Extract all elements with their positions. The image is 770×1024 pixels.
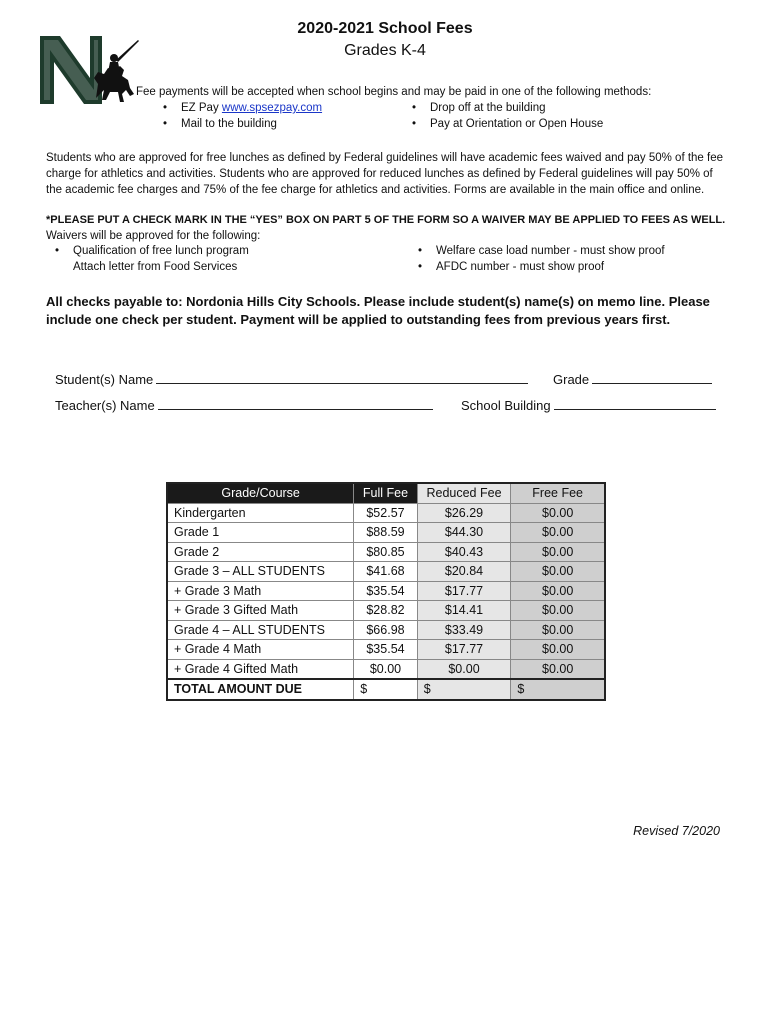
teacher-name-label: Teacher(s) Name [55,398,155,413]
total-row [167,679,605,700]
page-title: 2020-2021 School Fees [297,20,473,37]
row-course: Grade 3 – ALL STUDENTS [167,562,354,582]
waiver-intro: Waivers will be approved for the following: [46,230,261,242]
row-free-fee: $0.00 [511,581,605,601]
table-row [167,523,605,543]
waiver-note: *PLEASE PUT A CHECK MARK IN THE “YES” BOX ON PART 5 OF THE FORM SO A WAIVER MAY BE APPLIED TO FEES AS WELL. [46,214,726,226]
payment-intro: Fee payments will be accepted when school begins and may be paid in one of the following methods: [136,86,652,98]
row-free-fee: $0.00 [511,542,605,562]
table-row [167,620,605,640]
row-reduced-fee: $44.30 [417,523,511,543]
payment-method-orientation: • Pay at Orientation or Open House [430,118,603,130]
header-grade-course: Grade/Course [167,483,354,503]
row-free-fee: $0.00 [511,503,605,523]
teacher-name-input[interactable] [158,396,433,410]
waiver-item-free-lunch: • Qualification of free lunch program [73,245,249,257]
school-building-field[interactable] [461,396,716,413]
table-row [167,640,605,660]
header-full-fee: Full Fee [354,483,417,503]
revised-date: Revised 7/2020 [633,824,720,838]
waiver-item-welfare: • Welfare case load number - must show proof [436,245,665,257]
row-reduced-fee: $17.77 [417,581,511,601]
header-reduced-fee: Reduced Fee [417,483,511,503]
table-row [167,581,605,601]
row-course: Grade 2 [167,542,354,562]
table-row [167,659,605,679]
row-full-fee: $52.57 [354,503,417,523]
grade-label: Grade [553,372,590,387]
row-reduced-fee: $0.00 [417,659,511,679]
checks-payable-note: All checks payable to: Nordonia Hills City Schools. Please include student(s) name(s) on memo line. Please include one check per student. Payment will be applied to outstanding fees from previous years first. [46,294,710,327]
total-label: TOTAL AMOUNT DUE [167,679,354,700]
row-full-fee: $35.54 [354,581,417,601]
row-free-fee: $0.00 [511,562,605,582]
grade-field[interactable] [553,370,712,387]
row-course: + Grade 3 Gifted Math [167,601,354,621]
row-free-fee: $0.00 [511,601,605,621]
row-full-fee: $41.68 [354,562,417,582]
student-name-label: Student(s) Name [55,372,154,387]
row-reduced-fee: $14.41 [417,601,511,621]
teacher-name-field[interactable] [55,396,433,413]
table-row [167,503,605,523]
page-subtitle: Grades K-4 [344,42,426,59]
row-reduced-fee: $33.49 [417,620,511,640]
row-course: + Grade 3 Math [167,581,354,601]
row-course: Grade 1 [167,523,354,543]
row-free-fee: $0.00 [511,620,605,640]
student-name-field[interactable] [55,370,528,387]
fee-table [166,482,606,701]
ezpay-label: EZ Pay [181,102,219,114]
payment-method-mail: • Mail to the building [181,118,277,130]
lunch-paragraph: Students who are approved for free lunches as defined by Federal guidelines will have academic fees waived and pay 50% of the fee charge for athletics and activities. Students who are approved for reduced lunches as defined by Federal guidelines will pay 50% of the academic fee charges and 75% of the fee charge for athletics and activities. Forms are available in the main office and online. [46,152,724,196]
row-reduced-fee: $26.29 [417,503,511,523]
fee-table-header [167,483,605,503]
total-full-fee-input[interactable]: $ [354,679,417,700]
waiver-list [0,0,770,280]
table-row [167,542,605,562]
ezpay-link[interactable]: www.spsezpay.com [221,102,323,114]
grade-input[interactable] [592,370,712,384]
row-course: Kindergarten [167,503,354,523]
row-course: + Grade 4 Gifted Math [167,659,354,679]
row-reduced-fee: $17.77 [417,640,511,660]
row-full-fee: $0.00 [354,659,417,679]
header-free-fee: Free Fee [511,483,605,503]
row-free-fee: $0.00 [511,640,605,660]
table-row [167,562,605,582]
row-full-fee: $88.59 [354,523,417,543]
row-course: Grade 4 – ALL STUDENTS [167,620,354,640]
school-building-label: School Building [461,398,551,413]
row-full-fee: $66.98 [354,620,417,640]
row-course: + Grade 4 Math [167,640,354,660]
waiver-item-free-lunch-sub: Attach letter from Food Services [73,261,238,273]
table-row [167,601,605,621]
row-free-fee: $0.00 [511,659,605,679]
payment-method-dropoff: • Drop off at the building [430,102,546,114]
row-free-fee: $0.00 [511,523,605,543]
row-full-fee: $28.82 [354,601,417,621]
total-free-fee-input[interactable]: $ [511,679,605,700]
total-reduced-fee-input[interactable]: $ [417,679,511,700]
row-reduced-fee: $40.43 [417,542,511,562]
school-building-input[interactable] [554,396,716,410]
row-full-fee: $80.85 [354,542,417,562]
row-full-fee: $35.54 [354,640,417,660]
waiver-item-afdc: • AFDC number - must show proof [436,261,604,273]
student-name-input[interactable] [156,370,528,384]
row-reduced-fee: $20.84 [417,562,511,582]
